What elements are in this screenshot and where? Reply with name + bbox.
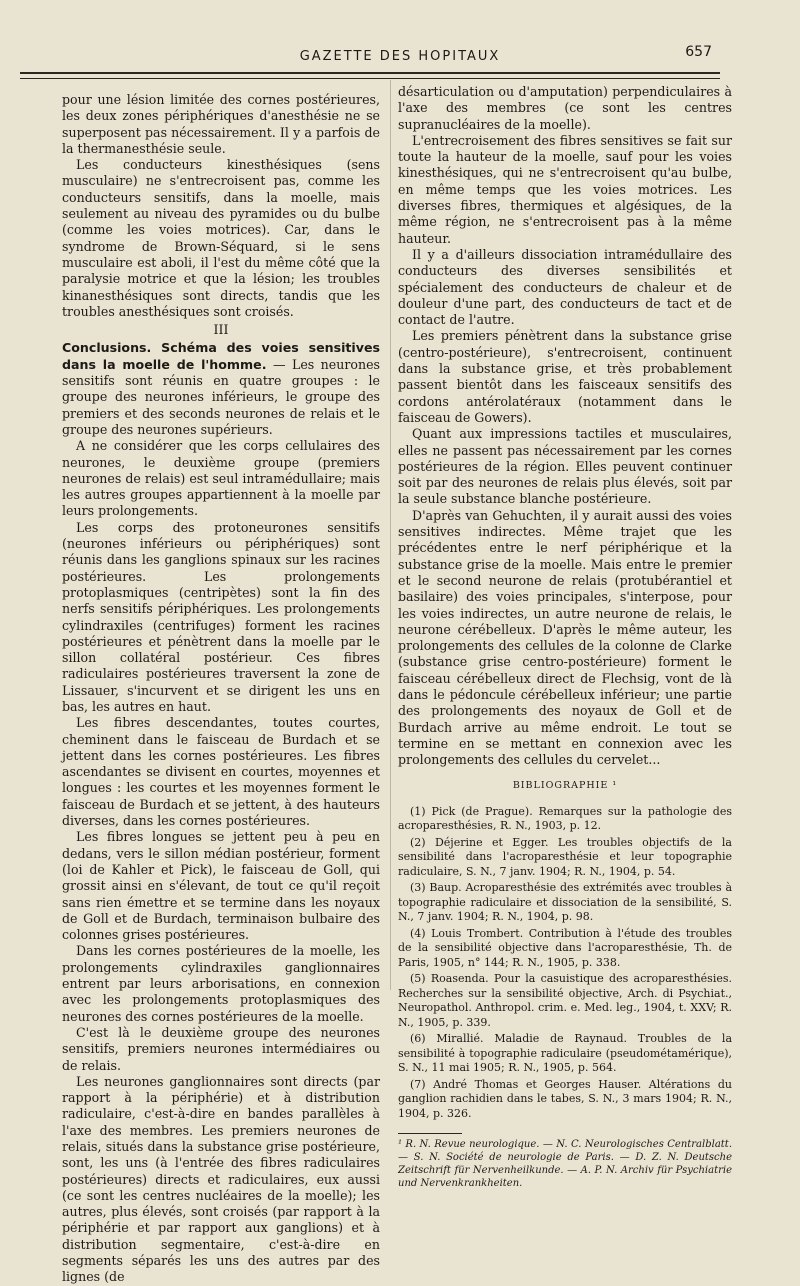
paragraph: Les conducteurs kinesthésiques (sens musculaire) ne s'entrecroisent pas, comme les conducteurs sensitifs, dans la moelle, mais seulement au niveau des pyramides ou du bulbe (comme les voies motrices). Car, dans le syndrome de Brown-Séquard, si le sens musculaire est aboli, il l'est du même côté que la paralysie motrice et que la lésion; les troubles kinanesthésiques sont directs, tandis que les troubles anesthésiques sont croisés. xyxy=(62,157,380,319)
paragraph: Les corps des protoneurones sensitifs (neurones inférieurs ou périphériques) sont réunis dans les ganglions spinaux sur les racines postérieures. Les prolongements protoplasmiques (centripètes) sont la fin des nerfs sensitifs périphériques. Les prolongements cylindraxiles (centrifuges) forment les racines postérieures et pénètrent dans la moelle par le sillon collatéral postérieur. Ces fibres radiculaires postérieures traversent la zone de Lissauer, s'incurvent et se dirigent les uns en bas, les autres en haut. xyxy=(62,519,380,714)
column-divider xyxy=(390,80,391,990)
bibliography-entry: (5) Roasenda. Pour la casuistique des acroparesthésies. Recherches sur la sensibilité objective, Arch. di Psychiat., Neuropathol. Anthropol. crim. e. Med. leg., 1904, t. XXV; R. N., 1905, p. 339. xyxy=(398,972,732,1029)
footnote: ¹ R. N. Revue neurologique. — N. C. Neurologisches Centralblatt. — S. N. Société de neurologie de Paris. — D. Z. N. Deutsche Zeitschrift für Nervenheilkunde. — A. P. N. Archiv für Psychiatrie und Nervenkrankheiten. xyxy=(398,1139,732,1190)
bibliography-list xyxy=(398,805,732,1122)
left-column xyxy=(62,92,380,1286)
right-column xyxy=(398,84,732,1190)
paragraph: — Les neurones sensitifs sont réunis en quatre groupes : le groupe des neurones inférieurs, le groupe des premiers et des seconds neurones de relais et le groupe des neurones supérieurs. xyxy=(62,356,380,437)
bibliography-entry: (3) Baup. Acroparesthésie des extrémités avec troubles à topographie radiculaire et dissociation de la sensibilité, S. N., 7 janv. 1904; R. N., 1904, p. 98. xyxy=(398,881,732,924)
section-title: Conclusions. Schéma des voies sensitives dans la moelle de l'homme. xyxy=(62,340,380,372)
paragraph: Les premiers pénètrent dans la substance grise (centro-postérieure), s'entrecroisent, continuent dans la substance grise, et très probablement passent bientôt dans les faisceaux sensitifs des cordons antérolatéraux (notamment dans le faisceau de Gowers). xyxy=(398,328,732,425)
bibliography-entry: (1) Pick (de Prague). Remarques sur la pathologie des acroparesthésies, R. N., 1903, p. 12. xyxy=(398,804,732,833)
paragraph: Les fibres longues se jettent peu à peu en dedans, vers le sillon médian postérieur, forment (loi de Kahler et Pick), le faisceau de Goll, qui grossit ainsi en s'élevant, de tout ce qu'il reçoit sans rien émettre et se termine dans les noyaux de Goll et de Burdach, terminaison bulbaire des colonnes grises postérieures. xyxy=(62,829,380,943)
paragraph: A ne considérer que les corps cellulaires des neurones, le deuxième groupe (premiers neurones de relais) est seul intramédullaire; mais les autres groupes appartiennent à la moelle par leurs prolongements. xyxy=(62,438,380,519)
bibliography-entry: (2) Déjerine et Egger. Les troubles objectifs de la sensibilité dans l'acroparesthésie et leur topographie radiculaire, S. N., 7 janv. 1904; R. N., 1904, p. 54. xyxy=(398,835,732,878)
bibliography-entry: (4) Louis Trombert. Contribution à l'étude des troubles de la sensibilité objective dans l'acroparesthésie, Th. de Paris, 1905, n° 144; R. N., 1905, p. 338. xyxy=(398,926,732,969)
page-number: 657 xyxy=(685,44,712,60)
paragraph: Dans les cornes postérieures de la moelle, les prolongements cylindraxiles ganglionnaires entrent par leurs arborisations, en connexion avec les prolongements protoplasmiques des neurones des cornes postérieures de la moelle. xyxy=(62,943,380,1024)
header-rule xyxy=(20,72,720,79)
paragraph: Quant aux impressions tactiles et musculaires, elles ne passent pas nécessairement par les cornes postérieures de la région. Elles peuvent continuer soit par des neurones de relais plus élevés, soit par la seule substance blanche postérieure. xyxy=(398,426,732,507)
footnote-rule xyxy=(398,1133,462,1134)
paragraph: Les fibres descendantes, toutes courtes, cheminent dans le faisceau de Burdach et se jettent dans les cornes postérieures. Les fibres ascendantes se divisent en courtes, moyennes et longues : les courtes et les moyennes forment le faisceau de Burdach et se jettent, à des hauteurs diverses, dans les cornes postérieures. xyxy=(62,715,380,829)
paragraph: D'après van Gehuchten, il y aurait aussi des voies sensitives indirectes. Même trajet que les précédentes entre le nerf périphérique et la substance grise de la moelle. Mais entre le premier et le second neurone de relais (protubérantiel et basilaire) des voies principales, s'interpose, pour les voies indirectes, un autre neurone de relais, le neurone cérébelleux. D'après le même auteur, les prolongements des cellules de la colonne de Clarke (substance grise centro-postérieure) forment le faisceau cérébelleux direct de Flechsig, vont de là dans le pédoncule cérébelleux inférieur; une partie des prolongements des noyaux de Goll et de Burdach arrive au même endroit. Le tout se termine en se mettant en connexion avec les prolongements des cellules du cervelet... xyxy=(398,507,732,768)
paragraph: pour une lésion limitée des cornes postérieures, les deux zones périphériques d'anesthésie ne se superposent pas nécessairement. Il y a parfois de la thermanesthésie seule. xyxy=(62,92,380,156)
section-number: III xyxy=(213,322,229,338)
paragraph: C'est là le deuxième groupe des neurones sensitifs, premiers neurones intermédiaires ou de relais. xyxy=(62,1024,380,1073)
paragraph: Les neurones ganglionnaires sont directs (par rapport à la périphérie) et à distribution radiculaire, c'est-à-dire en bandes parallèles à l'axe des membres. Les premiers neurones de relais, situés dans la substance grise postérieure, sont, les uns (à l'entrée des fibres radiculaires postérieures) directs et radiculaires, eux aussi (ce sont les centres nucléaires de la moelle); les autres, plus élevés, sont croisés (par rapport à la périphérie et par rapport aux ganglions) et à distribution segmentaire, c'est-à-dire en segments séparés les uns des autres par des lignes (de xyxy=(62,1073,380,1285)
running-title: GAZETTE DES HOPITAUX xyxy=(299,49,501,64)
paragraph: L'entrecroisement des fibres sensitives se fait sur toute la hauteur de la moelle, sauf pour les voies kinesthésiques, qui ne s'entrecroisent qu'au bulbe, en même temps que les voies motrices. Les diverses fibres, thermiques et algésiques, de la même région, ne s'entrecroisent pas à la même hauteur. xyxy=(398,132,732,246)
paragraph: Il y a d'ailleurs dissociation intramédullaire des conducteurs des diverses sensibilités et spécialement des conducteurs de chaleur et de douleur d'une part, des conducteurs de tact et de contact de l'autre. xyxy=(398,246,732,328)
bibliography-entry: (6) Mirallié. Maladie de Raynaud. Troubles de la sensibilité à topographie radiculaire (pseudométamérique), S. N., 11 mai 1905; R. N., 1905, p. 564. xyxy=(398,1032,732,1075)
bibliography-heading: BIBLIOGRAPHIE ¹ xyxy=(512,780,618,792)
bibliography-entry: (7) André Thomas et Georges Hauser. Altérations du ganglion rachidien dans le tabes, S. N., 3 mars 1904; R. N., 1904, p. 326. xyxy=(398,1077,732,1120)
paragraph: désarticulation ou d'amputation) perpendiculaires à l'axe des membres (ce sont les centres supranucléaires de la moelle). xyxy=(398,84,732,132)
